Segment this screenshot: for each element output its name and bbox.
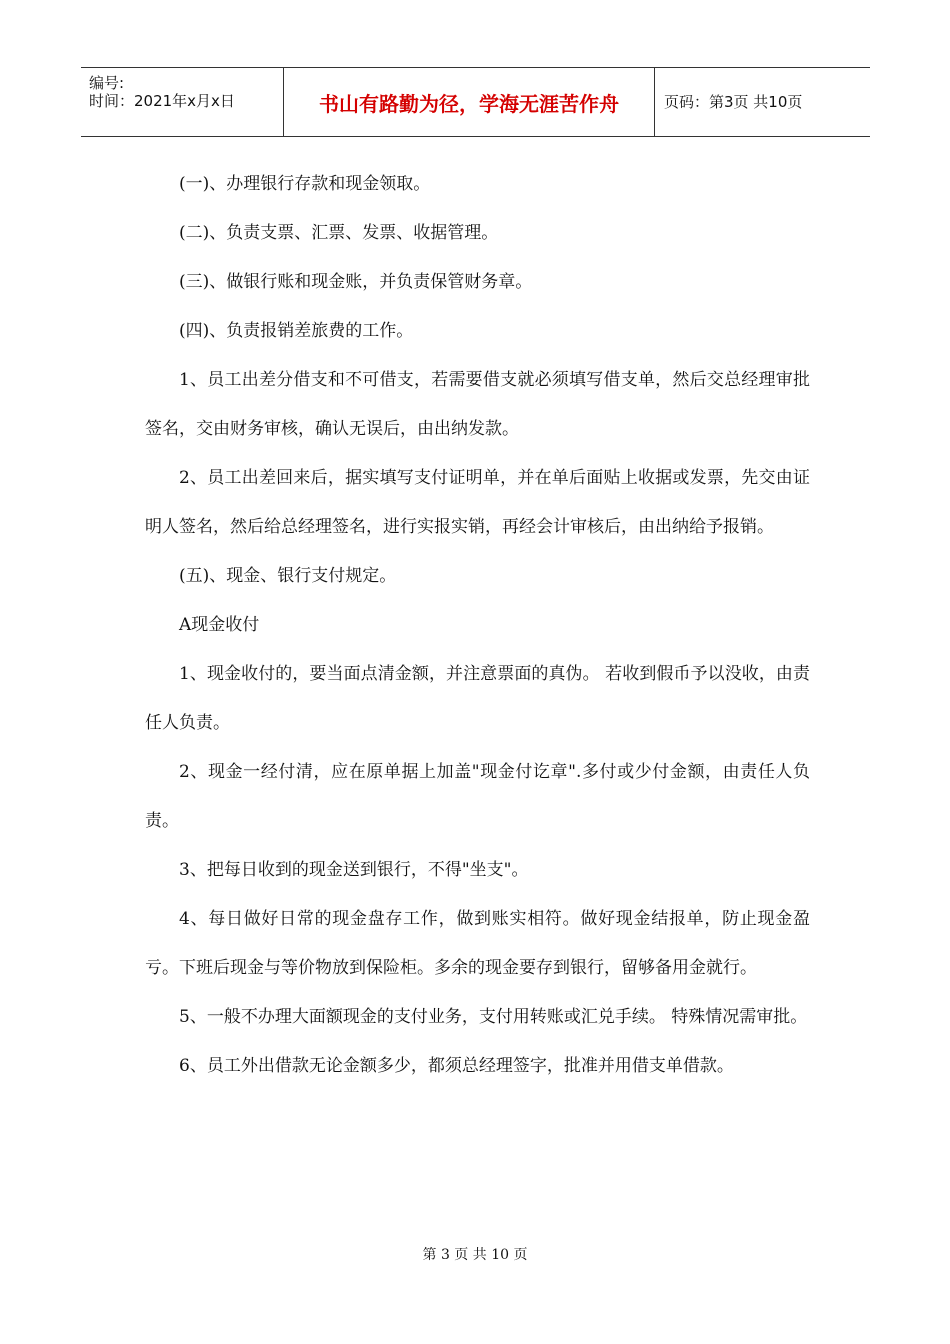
header-motto: 书山有路勤为径，学海无涯苦作舟 bbox=[319, 92, 619, 116]
header-table bbox=[81, 67, 870, 137]
paragraph: (三)、做银行账和现金账，并负责保管财务章。 bbox=[179, 272, 533, 292]
number-label: 编号: bbox=[89, 74, 125, 92]
paragraph: 4、每日做好日常的现金盘存工作，做到账实相符。做好现金结报单，防止现金盈亏。下班后现金与等价物放到保险柜。多余的现金要存到银行，留够备用金就行。 bbox=[145, 909, 810, 978]
footer-page-number: 第 3 页 共 10 页 bbox=[422, 1247, 528, 1263]
time-label: 时间：2021年x月x日 bbox=[89, 92, 235, 110]
paragraph: 3、把每日收到的现金送到银行，不得"坐支"。 bbox=[179, 860, 529, 880]
paragraph: (五)、现金、银行支付规定。 bbox=[179, 566, 397, 586]
paragraph: (二)、负责支票、汇票、发票、收据管理。 bbox=[179, 223, 499, 243]
section-heading: A现金收付 bbox=[179, 615, 260, 635]
header-center-cell bbox=[283, 68, 655, 136]
paragraph: (四)、负责报销差旅费的工作。 bbox=[179, 321, 414, 341]
paragraph: 2、员工出差回来后，据实填写支付证明单，并在单后面贴上收据或发票，先交由证明人签名，然后给总经理签名，进行实报实销，再经会计审核后，由出纳给予报销。 bbox=[145, 468, 810, 537]
paragraph: 1、员工出差分借支和不可借支，若需要借支就必须填写借支单，然后交总经理审批签名，交由财务审核，确认无误后，由出纳发款。 bbox=[145, 370, 810, 439]
document-body bbox=[145, 160, 810, 1091]
paragraph: 6、员工外出借款无论金额多少，都须总经理签字，批准并用借支单借款。 bbox=[179, 1056, 734, 1076]
header-left-cell bbox=[81, 68, 283, 136]
paragraph: (一)、办理银行存款和现金领取。 bbox=[179, 174, 431, 194]
header-page-info: 页码：第3页 共10页 bbox=[664, 93, 803, 111]
header-right-cell bbox=[654, 68, 870, 136]
paragraph: 2、现金一经付清，应在原单据上加盖"现金付讫章".多付或少付金额，由责任人负责。 bbox=[145, 762, 810, 831]
paragraph: 5、一般不办理大面额现金的支付业务，支付用转账或汇兑手续。 特殊情况需审批。 bbox=[179, 1007, 808, 1027]
paragraph: 1、现金收付的，要当面点清金额，并注意票面的真伪。 若收到假币予以没收，由责任人负责。 bbox=[145, 664, 810, 733]
